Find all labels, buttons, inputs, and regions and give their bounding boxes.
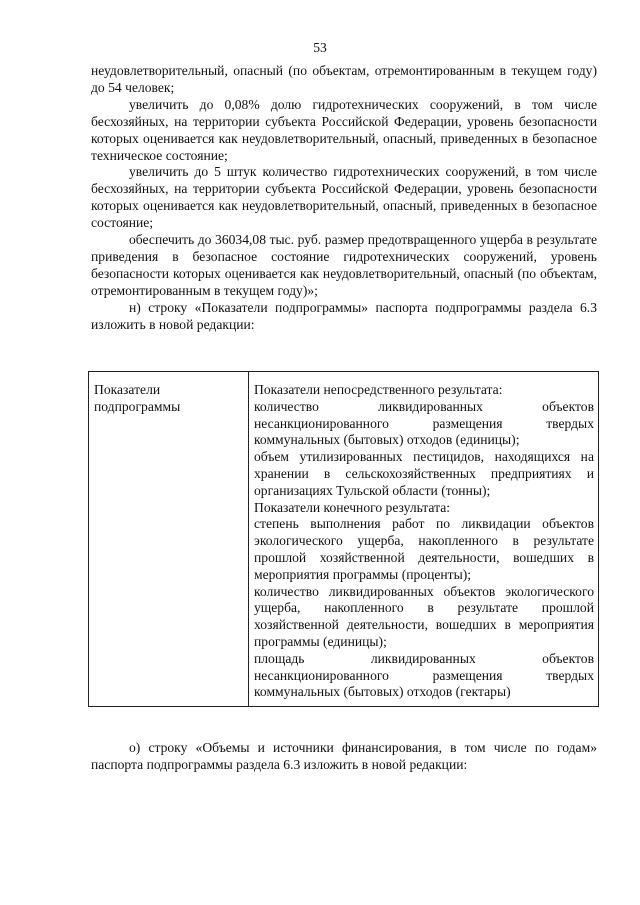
paragraph: н) строку «Показатели подпрограммы» паспорта подпрограммы раздела 6.3 изложить в новой редакции: <box>91 299 597 332</box>
paragraph: обеспечить до 36034,08 тыс. руб. размер предотвращенного ущерба в результате приведения в безопасное состояние гидротехнических сооружений, уровень безопасности которых оценивается как неудовлетворительный, опасный (по объектам, отремонтированным в текущем году)»; <box>91 232 597 298</box>
indicator-line: объем утилизированных пестицидов, находящихся на хранении в сельскохозяйственных предприятиях и организациях Тульской области (тонны); <box>254 449 594 498</box>
paragraph: увеличить до 0,08% долю гидротехнических сооружений, в том числе бесхозяйных, на территории субъекта Российской Федерации, уровень безопасности которых оценивается как неудовлетворительный, опасный, приведенных в безопасное техническое состояние; <box>91 96 597 163</box>
table-label-cell: Показатели подпрограммы <box>89 372 249 707</box>
table-content-cell <box>249 372 599 707</box>
page-number: 53 <box>313 40 327 55</box>
body-text-top <box>91 63 597 334</box>
indicator-line: площадь ликвидированных объектов несанкционированного размещения твердых коммунальных (бытовых) отходов (гектары) <box>254 650 594 700</box>
indicator-line: степень выполнения работ по ликвидации объектов экологического ущерба, накопленного в результате прошлой хозяйственной деятельности, вошедших в мероприятия программы (проценты); <box>254 516 594 582</box>
subprogram-indicators-table <box>88 371 599 707</box>
indicator-line: количество ликвидированных объектов экологического ущерба, накопленного в результате прошлой хозяйственной деятельности, вошедших в мероприятия программы (единицы); <box>254 583 594 649</box>
table-row <box>89 372 599 707</box>
indicator-line: количество ликвидированных объектов несанкционированного размещения твердых коммунальных (бытовых) отходов (единицы); <box>254 398 594 448</box>
body-text-bottom <box>91 740 597 774</box>
indicator-line: Показатели непосредственного результата: <box>254 382 503 397</box>
paragraph: неудовлетворительный, опасный (по объектам, отремонтированным в текущем году) до 54 человек; <box>91 63 597 95</box>
paragraph: увеличить до 5 штук количество гидротехнических сооружений, в том числе бесхозяйных, на территории субъекта Российской Федерации, уровень безопасности которых оценивается как неудовлетворительный, опасный, приведенных в безопасное состояние; <box>91 164 597 231</box>
paragraph: о) строку «Объемы и источники финансирования, в том числе по годам» паспорта подпрограммы раздела 6.3 изложить в новой редакции: <box>91 740 597 772</box>
indicator-line: Показатели конечного результата: <box>254 499 450 515</box>
